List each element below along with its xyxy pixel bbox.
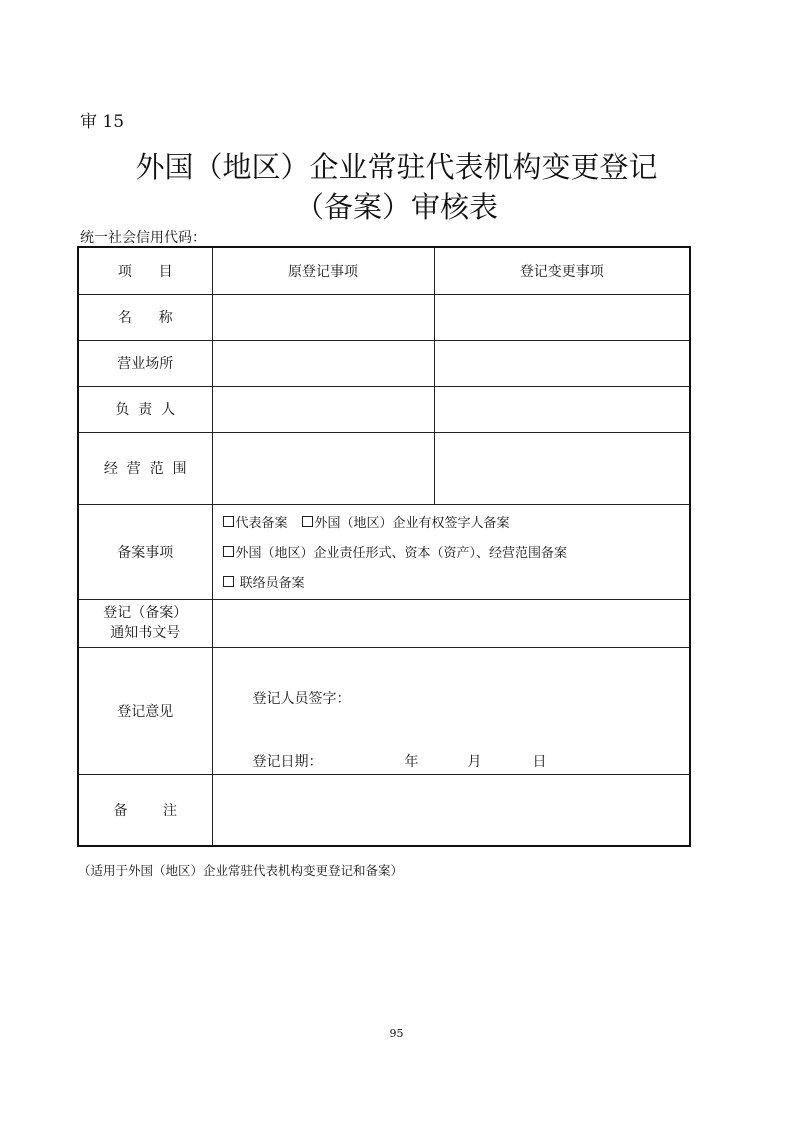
row-responsible-person	[78, 386, 690, 432]
liability-capital-scope-checkbox[interactable]	[223, 546, 234, 557]
changed-responsible-person-cell[interactable]	[434, 386, 690, 432]
filing-option-line-3	[213, 567, 690, 597]
date-year-label: 年	[404, 753, 419, 770]
credit-code-label: 统一社会信用代码：	[80, 230, 206, 246]
label-responsible-person: 负 责 人	[78, 386, 212, 432]
form-code: 审 15	[80, 112, 125, 132]
label-remarks: 备 注	[78, 774, 212, 846]
representative-label: 代表备案	[235, 516, 288, 531]
date-label: 登记日期：	[252, 753, 323, 770]
liaison-checkbox[interactable]	[223, 576, 234, 587]
original-name-cell[interactable]	[212, 294, 434, 340]
opinion-cell	[212, 647, 690, 774]
form-title-line-1: 外国（地区）企业常驻代表机构变更登记	[135, 150, 658, 184]
liaison-label: 联络员备案	[235, 576, 305, 591]
label-filing: 备案事项	[78, 504, 212, 599]
authorized-signatory-checkbox[interactable]	[302, 516, 313, 527]
changed-business-scope-cell[interactable]	[434, 432, 690, 504]
date-day-label: 日	[532, 753, 547, 770]
filing-option-line-2	[213, 537, 690, 567]
review-form-table	[77, 246, 691, 847]
original-business-scope-cell[interactable]	[212, 432, 434, 504]
row-name	[78, 294, 690, 340]
row-notice-number	[78, 599, 690, 647]
label-notice-number	[78, 599, 212, 647]
label-business-scope: 经 营 范 围	[78, 432, 212, 504]
notice-number-cell[interactable]	[212, 599, 690, 647]
form-title-line-2: （备案）审核表	[294, 190, 498, 224]
signature-label: 登记人员签字：	[252, 690, 351, 707]
row-business-scope	[78, 432, 690, 504]
label-opinion: 登记意见	[78, 647, 212, 774]
header-original: 原登记事项	[212, 247, 434, 294]
header-row	[78, 247, 690, 294]
label-notice-line-1: 登记（备案）	[103, 605, 188, 621]
representative-checkbox[interactable]	[223, 516, 234, 527]
header-item: 项 目	[78, 247, 212, 294]
date-month-label: 月	[467, 753, 482, 770]
row-opinion	[78, 647, 690, 774]
authorized-signatory-label: 外国（地区）企业有权签字人备案	[314, 516, 510, 531]
label-business-place: 营业场所	[78, 340, 212, 386]
filing-option-line-1	[213, 507, 690, 537]
original-responsible-person-cell[interactable]	[212, 386, 434, 432]
label-notice-line-2: 通知书文号	[110, 625, 181, 641]
row-filing	[78, 504, 690, 599]
liability-capital-scope-label: 外国（地区）企业责任形式、资本（资产）、经营范围备案	[235, 546, 568, 561]
row-remarks	[78, 774, 690, 846]
label-name: 名 称	[78, 294, 212, 340]
filing-options	[212, 504, 690, 599]
original-business-place-cell[interactable]	[212, 340, 434, 386]
remarks-cell[interactable]	[212, 774, 690, 846]
header-changed: 登记变更事项	[434, 247, 690, 294]
changed-business-place-cell[interactable]	[434, 340, 690, 386]
footnote: （适用于外国（地区）企业常驻代表机构变更登记和备案）	[78, 863, 404, 878]
row-business-place	[78, 340, 690, 386]
page-number: 95	[389, 1027, 404, 1040]
changed-name-cell[interactable]	[434, 294, 690, 340]
